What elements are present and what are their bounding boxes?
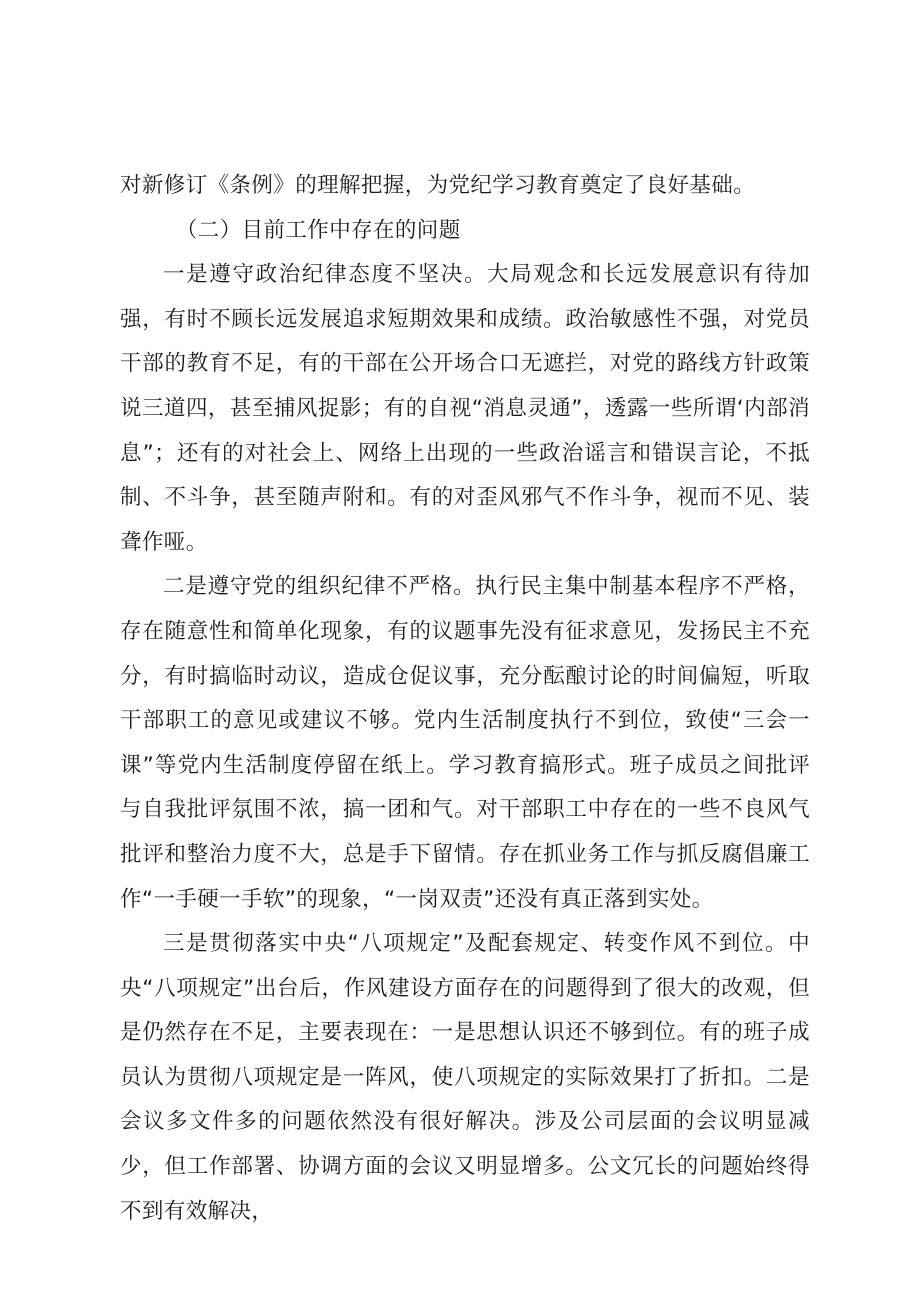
document-body [120, 164, 810, 1234]
paragraph-problem-three: 三是贯彻落实中央“八项规定”及配套规定、转变作风不到位。中央“八项规定”出台后，作风建设方面存在的问题得到了很大的改观，但是仍然存在不足，主要表现在：一是思想认识还不够到位。有的班子成员认为贯彻八项规定是一阵风，使八项规定的实际效果打了折扣。二是会议多文件多的问题依然没有很好解决。涉及公司层面的会议明显减少，但工作部署、协调方面的会议又明显增多。公文冗长的问题始终得不到有效解决， [120, 931, 810, 1224]
paragraph-continuation: 对新修订《条例》的理解把握，为党纪学习教育奠定了良好基础。 [120, 173, 756, 198]
paragraph-problem-one: 一是遵守政治纪律态度不坚决。大局观念和长远发展意识有待加强，有时不顾长远发展追求短期效果和成绩。政治敏感性不强，对党员干部的教育不足，有的干部在公开场合口无遮拦，对党的路线方针政策说三道四，甚至捕风捉影；有的自视“消息灵通”，透露一些所谓‘内部消息”；还有的对社会上、网络上出现的一些政治谣言和错误言论，不抵制、不斗争，甚至随声附和。有的对歪风邪气不作斗争，视而不见、装聋作哑。 [120, 262, 810, 555]
paragraph-problem-two: 二是遵守党的组织纪律不严格。执行民主集中制基本程序不严格，存在随意性和简单化现象，有的议题事先没有征求意见，发扬民主不充分，有时搞临时动议，造成仓促议事，充分酝酿讨论的时间偏短，听取干部职工的意见或建议不够。党内生活制度执行不到位，致使“三会一课”等党内生活制度停留在纸上。学习教育搞形式。班子成员之间批评与自我批评氛围不浓，搞一团和气。对干部职工中存在的一些不良风气批评和整治力度不大，总是手下留情。存在抓业务工作与抓反腐倡廉工作“一手硬一手软”的现象，“一岗双责”还没有真正落到实处。 [120, 574, 810, 912]
section-heading: （二）目前工作中存在的问题 [175, 217, 461, 243]
